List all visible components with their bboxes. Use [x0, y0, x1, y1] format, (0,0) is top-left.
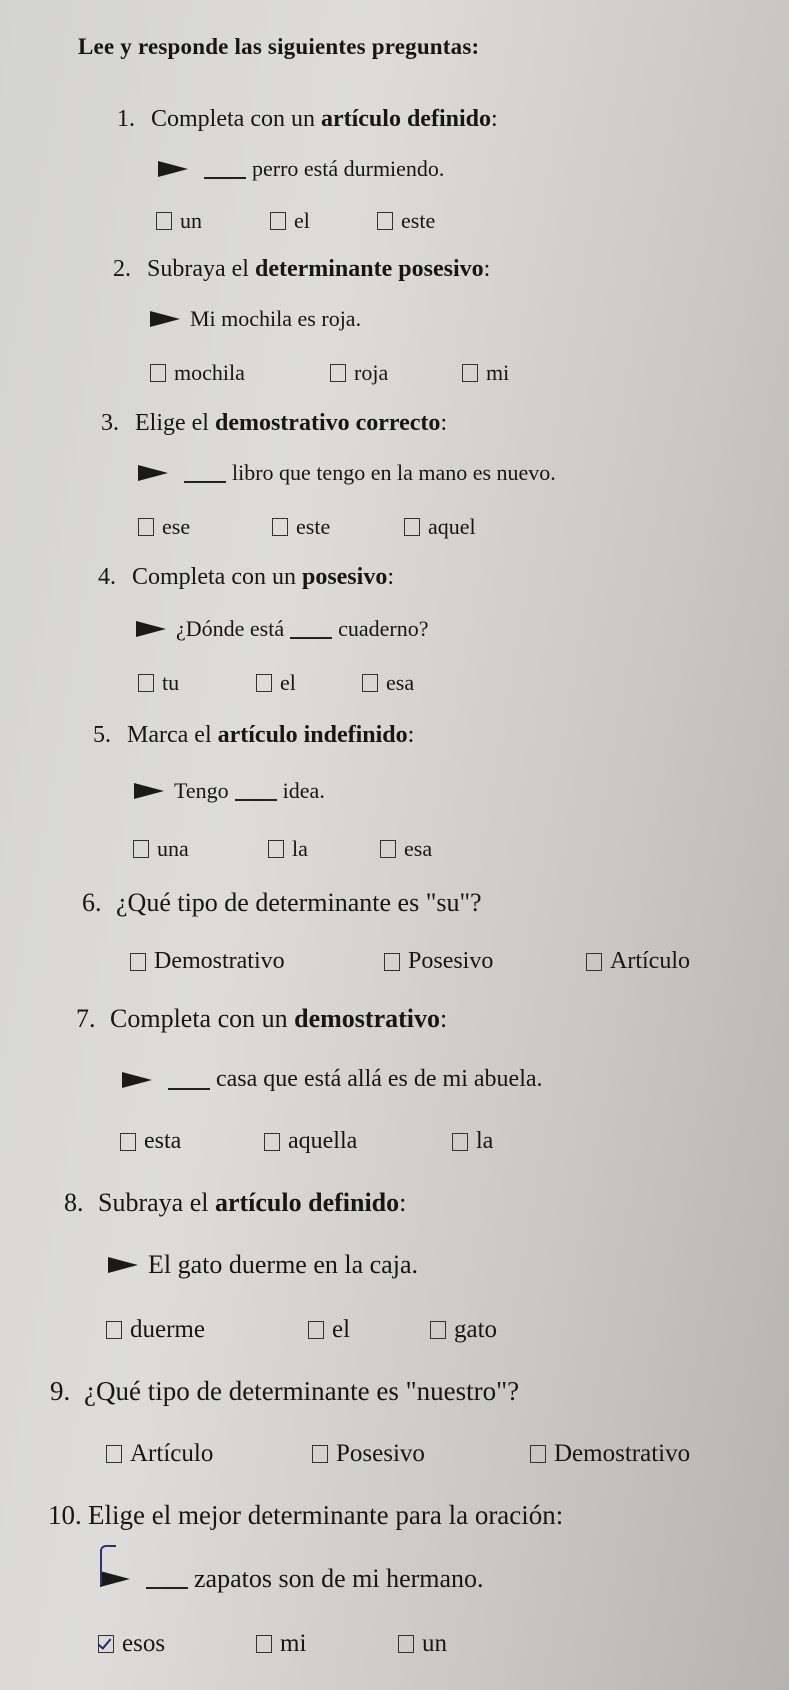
question-4: 4. Completa con un posesivo:	[98, 564, 394, 590]
option-checkbox[interactable]: mi	[256, 1630, 306, 1658]
checkbox-icon[interactable]	[264, 1133, 280, 1151]
question-8-sentence: El gato duerme en la caja.	[108, 1250, 418, 1280]
checkbox-icon[interactable]	[106, 1321, 122, 1339]
checkbox-icon[interactable]	[404, 518, 420, 536]
checkbox-icon[interactable]	[362, 674, 378, 692]
blank-field[interactable]	[290, 619, 332, 639]
checkbox-icon[interactable]	[130, 953, 146, 971]
checkbox-icon[interactable]	[156, 212, 172, 230]
question-4-sentence: ¿Dónde está cuaderno?	[136, 616, 429, 642]
option-checkbox[interactable]: el	[256, 670, 296, 696]
worksheet-title: Lee y responde las siguientes preguntas:	[78, 34, 480, 59]
checkbox-icon[interactable]	[462, 364, 478, 382]
option-checkbox[interactable]: tu	[138, 670, 179, 696]
checkbox-icon[interactable]	[106, 1445, 122, 1463]
question-2: 2. Subraya el determinante posesivo:	[113, 256, 491, 282]
option-checkbox[interactable]: esos	[98, 1630, 165, 1658]
checkbox-icon[interactable]	[384, 953, 400, 971]
option-checkbox[interactable]: el	[308, 1316, 350, 1344]
checkbox-icon[interactable]	[377, 212, 393, 230]
option-checkbox[interactable]: esa	[380, 836, 432, 862]
option-checkbox[interactable]: un	[398, 1630, 447, 1658]
option-checkbox[interactable]: este	[377, 208, 435, 234]
question-5: 5. Marca el artículo indefinido:	[93, 722, 415, 748]
checkbox-icon[interactable]	[452, 1133, 468, 1151]
checkbox-icon[interactable]	[270, 212, 286, 230]
blank-field[interactable]	[204, 159, 246, 179]
option-checkbox[interactable]: ese	[138, 514, 190, 540]
option-checkbox[interactable]: aquel	[404, 514, 476, 540]
question-10: 10. Elige el mejor determinante para la oración:	[48, 1500, 564, 1530]
option-checkbox[interactable]: roja	[330, 360, 388, 386]
arrow-icon	[122, 1072, 152, 1088]
question-8: 8. Subraya el artículo definido:	[64, 1188, 407, 1217]
handwritten-mark	[100, 1545, 116, 1585]
option-checkbox[interactable]: este	[272, 514, 330, 540]
checkbox-icon[interactable]	[530, 1445, 546, 1463]
option-checkbox[interactable]: Demostrativo	[530, 1440, 690, 1468]
question-9: 9. ¿Qué tipo de determinante es "nuestro"?	[50, 1376, 520, 1406]
arrow-icon	[158, 161, 188, 177]
checkbox-icon[interactable]	[138, 518, 154, 536]
checkbox-icon[interactable]	[138, 674, 154, 692]
blank-field[interactable]	[146, 1569, 188, 1589]
checkbox-icon[interactable]	[256, 674, 272, 692]
arrow-icon	[134, 783, 164, 799]
option-checkbox[interactable]: esta	[120, 1128, 181, 1155]
checkbox-icon[interactable]	[586, 953, 602, 971]
arrow-icon	[136, 621, 166, 637]
option-checkbox[interactable]: mochila	[150, 360, 245, 386]
question-3: 3. Elige el demostrativo correcto:	[101, 410, 448, 436]
blank-field[interactable]	[184, 463, 226, 483]
question-7: 7. Completa con un demostrativo:	[76, 1004, 448, 1033]
arrow-icon	[138, 465, 168, 481]
checkbox-icon[interactable]	[308, 1321, 324, 1339]
checkbox-icon[interactable]	[256, 1635, 272, 1653]
option-checkbox[interactable]: el	[270, 208, 310, 234]
checkbox-icon[interactable]	[150, 364, 166, 382]
question-3-sentence: libro que tengo en la mano es nuevo.	[138, 460, 556, 486]
option-checkbox[interactable]: Demostrativo	[130, 948, 285, 975]
checkbox-icon[interactable]	[430, 1321, 446, 1339]
question-2-sentence: Mi mochila es roja.	[150, 306, 361, 332]
option-checkbox[interactable]: la	[452, 1128, 493, 1155]
checked-checkbox-icon[interactable]	[98, 1635, 114, 1653]
option-checkbox[interactable]: la	[268, 836, 308, 862]
checkbox-icon[interactable]	[268, 840, 284, 858]
option-checkbox[interactable]: Posesivo	[312, 1440, 425, 1468]
checkbox-icon[interactable]	[133, 840, 149, 858]
option-checkbox[interactable]: duerme	[106, 1316, 205, 1344]
arrow-icon	[108, 1257, 138, 1273]
option-checkbox[interactable]: Artículo	[586, 948, 690, 975]
option-checkbox[interactable]: gato	[430, 1316, 497, 1344]
option-checkbox[interactable]: esa	[362, 670, 414, 696]
question-1: 1. Completa con un artículo definido:	[117, 106, 498, 132]
arrow-icon	[150, 311, 180, 327]
option-checkbox[interactable]: Artículo	[106, 1440, 213, 1468]
question-5-sentence: Tengo idea.	[134, 778, 325, 804]
checkbox-icon[interactable]	[272, 518, 288, 536]
blank-field[interactable]	[168, 1070, 210, 1090]
option-checkbox[interactable]: Posesivo	[384, 948, 493, 975]
option-checkbox[interactable]: aquella	[264, 1128, 357, 1155]
option-checkbox[interactable]: mi	[462, 360, 509, 386]
checkbox-icon[interactable]	[330, 364, 346, 382]
question-1-sentence: perro está durmiendo.	[158, 156, 444, 182]
checkbox-icon[interactable]	[312, 1445, 328, 1463]
question-7-sentence: casa que está allá es de mi abuela.	[122, 1066, 543, 1093]
blank-field[interactable]	[235, 781, 277, 801]
question-10-sentence: zapatos son de mi hermano.	[100, 1564, 484, 1594]
question-6: 6. ¿Qué tipo de determinante es "su"?	[82, 888, 482, 917]
option-checkbox[interactable]: una	[133, 836, 189, 862]
checkbox-icon[interactable]	[398, 1635, 414, 1653]
checkbox-icon[interactable]	[380, 840, 396, 858]
option-checkbox[interactable]: un	[156, 208, 202, 234]
checkbox-icon[interactable]	[120, 1133, 136, 1151]
